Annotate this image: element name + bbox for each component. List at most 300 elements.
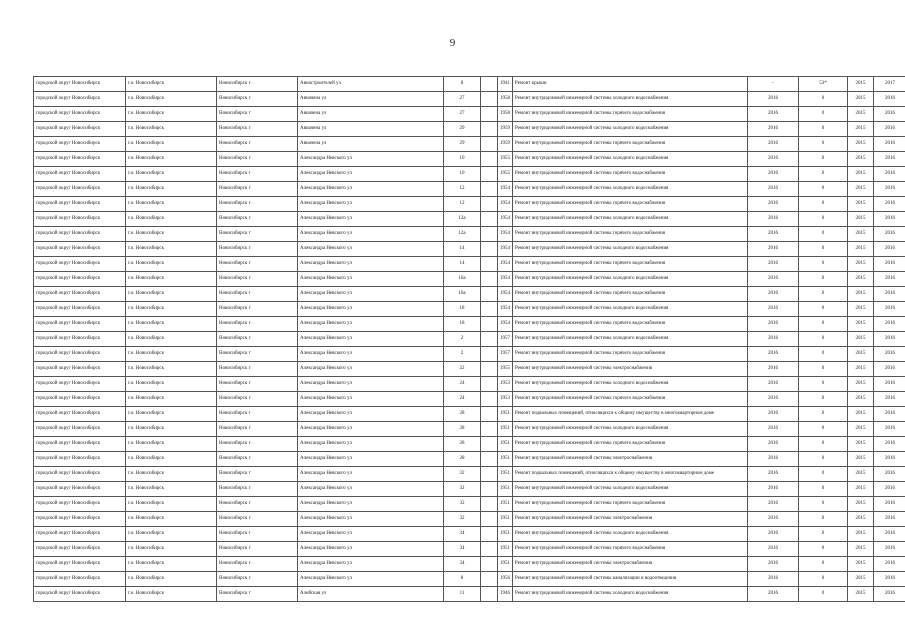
- cell-building: [481, 587, 498, 602]
- cell-plan-year: 2016: [748, 362, 799, 377]
- cell-year-to: 2016: [874, 122, 905, 137]
- cell-city: Новосибирск г: [217, 137, 298, 152]
- cell-house: 32: [444, 497, 481, 512]
- cell-municipality: городской округ Новосибирск: [34, 272, 126, 287]
- cell-plan-year: 2016: [748, 212, 799, 227]
- repair-schedule-table: [33, 76, 905, 602]
- cell-street: Александра Невского ул: [298, 152, 444, 167]
- cell-house: 28: [444, 437, 481, 452]
- table-row: [34, 107, 905, 122]
- cell-building: [481, 212, 498, 227]
- cell-year-to: 2016: [874, 437, 905, 452]
- cell-plan-year: 2016: [748, 452, 799, 467]
- cell-street: Александра Невского ул: [298, 557, 444, 572]
- cell-year-from: 2015: [848, 362, 874, 377]
- cell-value: 0: [799, 392, 848, 407]
- cell-street: Александра Невского ул: [298, 317, 444, 332]
- table-row: [34, 482, 905, 497]
- cell-street: Александра Невского ул: [298, 527, 444, 542]
- cell-value: 0: [799, 182, 848, 197]
- cell-year-to: 2016: [874, 302, 905, 317]
- cell-year: 1955: [498, 152, 513, 167]
- cell-locality: г.о. Новосибирск: [126, 512, 217, 527]
- cell-year-from: 2015: [848, 587, 874, 602]
- cell-value: 0: [799, 242, 848, 257]
- cell-plan-year: 2016: [748, 542, 799, 557]
- cell-year-to: 2016: [874, 452, 905, 467]
- cell-building: [481, 152, 498, 167]
- table-row: [34, 272, 905, 287]
- cell-house: 32: [444, 482, 481, 497]
- cell-value: 0: [799, 572, 848, 587]
- cell-locality: г.о. Новосибирск: [126, 272, 217, 287]
- cell-house: 12а: [444, 212, 481, 227]
- cell-municipality: городской округ Новосибирск: [34, 167, 126, 182]
- cell-year-to: 2016: [874, 497, 905, 512]
- cell-plan-year: 2016: [748, 407, 799, 422]
- cell-work-type: Ремонт внутридомовой инженерной системы холодного водоснабжения: [513, 152, 748, 167]
- cell-city: Новосибирск г: [217, 527, 298, 542]
- cell-year-to: 2016: [874, 242, 905, 257]
- cell-city: Новосибирск г: [217, 182, 298, 197]
- cell-house: 29: [444, 122, 481, 137]
- cell-plan-year: 2016: [748, 332, 799, 347]
- cell-building: [481, 452, 498, 467]
- cell-city: Новосибирск г: [217, 392, 298, 407]
- cell-street: Александра Невского ул: [298, 332, 444, 347]
- cell-street: Александра Невского ул: [298, 377, 444, 392]
- cell-year-to: 2016: [874, 167, 905, 182]
- cell-city: Новосибирск г: [217, 407, 298, 422]
- cell-city: Новосибирск г: [217, 107, 298, 122]
- cell-year: 1953: [498, 392, 513, 407]
- cell-street: Алейская ул: [298, 587, 444, 602]
- cell-year-to: 2016: [874, 347, 905, 362]
- table-row: [34, 212, 905, 227]
- cell-year-to: 2016: [874, 557, 905, 572]
- cell-street: Авиачена ул: [298, 137, 444, 152]
- cell-street: Александра Невского ул: [298, 422, 444, 437]
- cell-city: Новосибирск г: [217, 272, 298, 287]
- cell-work-type: Ремонт внутридомовой инженерной системы горячего водоснабжения: [513, 497, 748, 512]
- cell-municipality: городской округ Новосибирск: [34, 317, 126, 332]
- cell-building: [481, 362, 498, 377]
- cell-year: 1951: [498, 467, 513, 482]
- cell-year: 1946: [498, 587, 513, 602]
- cell-year: 1951: [498, 437, 513, 452]
- cell-year-from: 2015: [848, 302, 874, 317]
- cell-building: [481, 437, 498, 452]
- cell-year: 1951: [498, 557, 513, 572]
- cell-work-type: Ремонт внутридомовой инженерной системы холодного водоснабжения: [513, 212, 748, 227]
- cell-year: 1951: [498, 407, 513, 422]
- cell-year-from: 2015: [848, 527, 874, 542]
- cell-plan-year: 2016: [748, 482, 799, 497]
- cell-work-type: Ремонт внутридомовой инженерной системы горячего водоснабжения: [513, 287, 748, 302]
- cell-year: 1954: [498, 302, 513, 317]
- table-row: [34, 197, 905, 212]
- cell-plan-year: 2016: [748, 167, 799, 182]
- cell-plan-year: 2016: [748, 227, 799, 242]
- cell-locality: г.о. Новосибирск: [126, 122, 217, 137]
- cell-house: 2: [444, 332, 481, 347]
- cell-year: 1955: [498, 167, 513, 182]
- cell-municipality: городской округ Новосибирск: [34, 452, 126, 467]
- cell-street: Александра Невского ул: [298, 242, 444, 257]
- cell-work-type: Ремонт внутридомовой инженерной системы холодного водоснабжения: [513, 587, 748, 602]
- table-row: [34, 467, 905, 482]
- cell-work-type: Ремонт внутридомовой инженерной системы электроснабжения: [513, 512, 748, 527]
- cell-house: 16а: [444, 272, 481, 287]
- table-body: [34, 77, 905, 602]
- cell-plan-year: 2016: [748, 152, 799, 167]
- cell-year: 1954: [498, 242, 513, 257]
- cell-year: 1951: [498, 482, 513, 497]
- cell-work-type: Ремонт внутридомовой инженерной системы холодного водоснабжения: [513, 92, 748, 107]
- cell-year-from: 2015: [848, 197, 874, 212]
- cell-plan-year: 2016: [748, 572, 799, 587]
- table-row: [34, 422, 905, 437]
- cell-year-to: 2016: [874, 332, 905, 347]
- cell-value: 0: [799, 257, 848, 272]
- cell-street: Александра Невского ул: [298, 572, 444, 587]
- cell-house: 24: [444, 377, 481, 392]
- cell-building: [481, 527, 498, 542]
- cell-year-from: 2015: [848, 332, 874, 347]
- cell-city: Новосибирск г: [217, 227, 298, 242]
- cell-street: Авиачена ул: [298, 92, 444, 107]
- cell-year: 1959: [498, 122, 513, 137]
- cell-municipality: городской округ Новосибирск: [34, 302, 126, 317]
- cell-building: [481, 182, 498, 197]
- cell-city: Новосибирск г: [217, 377, 298, 392]
- cell-municipality: городской округ Новосибирск: [34, 77, 126, 92]
- cell-street: Александра Невского ул: [298, 287, 444, 302]
- cell-building: [481, 317, 498, 332]
- cell-municipality: городской округ Новосибирск: [34, 362, 126, 377]
- cell-building: [481, 107, 498, 122]
- cell-locality: г.о. Новосибирск: [126, 77, 217, 92]
- cell-value: 0: [799, 482, 848, 497]
- cell-plan-year: 2016: [748, 377, 799, 392]
- cell-city: Новосибирск г: [217, 422, 298, 437]
- cell-year-from: 2015: [848, 572, 874, 587]
- cell-value: 0: [799, 407, 848, 422]
- cell-locality: г.о. Новосибирск: [126, 137, 217, 152]
- cell-house: 22: [444, 362, 481, 377]
- cell-plan-year: 2016: [748, 512, 799, 527]
- cell-year: 1956: [498, 572, 513, 587]
- cell-value: 0: [799, 302, 848, 317]
- cell-municipality: городской округ Новосибирск: [34, 542, 126, 557]
- cell-work-type: Ремонт внутридомовой инженерной системы горячего водоснабжения: [513, 542, 748, 557]
- cell-year: 1954: [498, 227, 513, 242]
- table-row: [34, 302, 905, 317]
- cell-municipality: городской округ Новосибирск: [34, 92, 126, 107]
- cell-building: [481, 242, 498, 257]
- cell-house: 34: [444, 527, 481, 542]
- table-row: [34, 437, 905, 452]
- cell-year: 1951: [498, 542, 513, 557]
- cell-value: 0: [799, 332, 848, 347]
- cell-work-type: Ремонт внутридомовой инженерной системы холодного водоснабжения: [513, 122, 748, 137]
- cell-plan-year: 2016: [748, 422, 799, 437]
- cell-year-to: 2016: [874, 362, 905, 377]
- cell-street: Александра Невского ул: [298, 482, 444, 497]
- cell-value: 0: [799, 152, 848, 167]
- cell-municipality: городской округ Новосибирск: [34, 287, 126, 302]
- cell-year: 1951: [498, 512, 513, 527]
- cell-building: [481, 332, 498, 347]
- cell-year-from: 2015: [848, 122, 874, 137]
- cell-year-from: 2015: [848, 287, 874, 302]
- cell-municipality: городской округ Новосибирск: [34, 587, 126, 602]
- cell-year-from: 2015: [848, 182, 874, 197]
- cell-house: 34: [444, 557, 481, 572]
- cell-building: [481, 572, 498, 587]
- cell-building: [481, 497, 498, 512]
- cell-locality: г.о. Новосибирск: [126, 497, 217, 512]
- table-row: [34, 392, 905, 407]
- cell-year: 1954: [498, 272, 513, 287]
- cell-work-type: Ремонт внутридомовой инженерной системы горячего водоснабжения: [513, 392, 748, 407]
- cell-year: 1954: [498, 182, 513, 197]
- cell-value: 0: [799, 287, 848, 302]
- table-row: [34, 512, 905, 527]
- cell-plan-year: 2016: [748, 287, 799, 302]
- cell-value: 0: [799, 197, 848, 212]
- cell-building: [481, 557, 498, 572]
- cell-city: Новосибирск г: [217, 122, 298, 137]
- cell-year-to: 2016: [874, 152, 905, 167]
- cell-work-type: Ремонт внутридомовой инженерной системы холодного водоснабжения: [513, 182, 748, 197]
- cell-house: 18: [444, 302, 481, 317]
- cell-year-to: 2016: [874, 587, 905, 602]
- cell-city: Новосибирск г: [217, 482, 298, 497]
- cell-building: [481, 467, 498, 482]
- cell-house: 28: [444, 407, 481, 422]
- cell-locality: г.о. Новосибирск: [126, 347, 217, 362]
- cell-municipality: городской округ Новосибирск: [34, 422, 126, 437]
- cell-work-type: Ремонт внутридомовой инженерной системы горячего водоснабжения: [513, 167, 748, 182]
- cell-value: 0: [799, 122, 848, 137]
- cell-year: 1959: [498, 137, 513, 152]
- cell-locality: г.о. Новосибирск: [126, 407, 217, 422]
- table-row: [34, 527, 905, 542]
- cell-house: 32: [444, 467, 481, 482]
- cell-street: Авиачена ул: [298, 107, 444, 122]
- cell-municipality: городской округ Новосибирск: [34, 332, 126, 347]
- cell-plan-year: 2016: [748, 497, 799, 512]
- cell-locality: г.о. Новосибирск: [126, 167, 217, 182]
- cell-building: [481, 197, 498, 212]
- cell-year-from: 2015: [848, 227, 874, 242]
- cell-year-to: 2017: [874, 77, 905, 92]
- cell-house: 32: [444, 512, 481, 527]
- cell-house: 12: [444, 197, 481, 212]
- cell-work-type: Ремонт внутридомовой инженерной системы горячего водоснабжения: [513, 317, 748, 332]
- cell-plan-year: -: [748, 77, 799, 92]
- cell-municipality: городской округ Новосибирск: [34, 377, 126, 392]
- table-row: [34, 572, 905, 587]
- cell-street: Александра Невского ул: [298, 167, 444, 182]
- cell-city: Новосибирск г: [217, 587, 298, 602]
- cell-year-from: 2015: [848, 77, 874, 92]
- table-row: [34, 242, 905, 257]
- cell-year-from: 2015: [848, 167, 874, 182]
- cell-plan-year: 2016: [748, 122, 799, 137]
- cell-year-from: 2015: [848, 107, 874, 122]
- cell-street: Александра Невского ул: [298, 272, 444, 287]
- cell-house: 11: [444, 587, 481, 602]
- cell-city: Новосибирск г: [217, 542, 298, 557]
- cell-plan-year: 2016: [748, 347, 799, 362]
- cell-municipality: городской округ Новосибирск: [34, 557, 126, 572]
- cell-building: [481, 347, 498, 362]
- cell-municipality: городской округ Новосибирск: [34, 137, 126, 152]
- cell-plan-year: 2016: [748, 272, 799, 287]
- cell-value: 0: [799, 437, 848, 452]
- cell-municipality: городской округ Новосибирск: [34, 467, 126, 482]
- cell-year-from: 2015: [848, 317, 874, 332]
- cell-work-type: Ремонт подвальных помещений, относящихся к общему имуществу в многоквартирном доме: [513, 467, 748, 482]
- cell-locality: г.о. Новосибирск: [126, 392, 217, 407]
- cell-year-from: 2015: [848, 512, 874, 527]
- cell-value: 0: [799, 512, 848, 527]
- cell-year-to: 2016: [874, 467, 905, 482]
- cell-house: 12: [444, 182, 481, 197]
- cell-locality: г.о. Новосибирск: [126, 227, 217, 242]
- cell-house: 34: [444, 542, 481, 557]
- cell-street: Авиастроителей ул: [298, 77, 444, 92]
- cell-street: Александра Невского ул: [298, 212, 444, 227]
- table-row: [34, 227, 905, 242]
- cell-year-to: 2016: [874, 482, 905, 497]
- cell-city: Новосибирск г: [217, 167, 298, 182]
- cell-street: Александра Невского ул: [298, 512, 444, 527]
- cell-year: 1955: [498, 362, 513, 377]
- cell-value: 0: [799, 317, 848, 332]
- cell-plan-year: 2016: [748, 317, 799, 332]
- cell-house: 8: [444, 572, 481, 587]
- cell-year-to: 2016: [874, 137, 905, 152]
- cell-building: [481, 512, 498, 527]
- cell-city: Новосибирск г: [217, 497, 298, 512]
- cell-work-type: Ремонт внутридомовой инженерной системы электроснабжения: [513, 557, 748, 572]
- cell-year-to: 2016: [874, 212, 905, 227]
- cell-plan-year: 2016: [748, 137, 799, 152]
- cell-year-from: 2015: [848, 272, 874, 287]
- cell-year-from: 2015: [848, 137, 874, 152]
- cell-municipality: городской округ Новосибирск: [34, 107, 126, 122]
- cell-municipality: городской округ Новосибирск: [34, 512, 126, 527]
- cell-city: Новосибирск г: [217, 347, 298, 362]
- cell-value: 0: [799, 167, 848, 182]
- cell-locality: г.о. Новосибирск: [126, 107, 217, 122]
- cell-work-type: Ремонт внутридомовой инженерной системы электроснабжения: [513, 362, 748, 377]
- cell-city: Новосибирск г: [217, 287, 298, 302]
- cell-city: Новосибирск г: [217, 257, 298, 272]
- table-row: [34, 407, 905, 422]
- cell-locality: г.о. Новосибирск: [126, 287, 217, 302]
- cell-plan-year: 2016: [748, 92, 799, 107]
- cell-house: 27: [444, 92, 481, 107]
- cell-work-type: Ремонт внутридомовой инженерной системы горячего водоснабжения: [513, 257, 748, 272]
- cell-house: 2: [444, 347, 481, 362]
- cell-work-type: Ремонт внутридомовой инженерной системы холодного водоснабжения: [513, 482, 748, 497]
- cell-building: [481, 392, 498, 407]
- cell-work-type: Ремонт внутридомовой инженерной системы холодного водоснабжения: [513, 422, 748, 437]
- cell-value: 0: [799, 377, 848, 392]
- cell-building: [481, 287, 498, 302]
- cell-locality: г.о. Новосибирск: [126, 557, 217, 572]
- cell-locality: г.о. Новосибирск: [126, 452, 217, 467]
- cell-year-to: 2016: [874, 422, 905, 437]
- cell-city: Новосибирск г: [217, 512, 298, 527]
- cell-value: 0: [799, 227, 848, 242]
- cell-year-from: 2015: [848, 497, 874, 512]
- cell-street: Александра Невского ул: [298, 347, 444, 362]
- cell-house: 14: [444, 257, 481, 272]
- cell-value: 0: [799, 452, 848, 467]
- cell-work-type: Ремонт внутридомовой инженерной системы холодного водоснабжения: [513, 242, 748, 257]
- table-row: [34, 332, 905, 347]
- cell-city: Новосибирск г: [217, 212, 298, 227]
- cell-municipality: городской округ Новосибирск: [34, 212, 126, 227]
- cell-plan-year: 2016: [748, 437, 799, 452]
- cell-value: 0: [799, 212, 848, 227]
- cell-year-to: 2016: [874, 182, 905, 197]
- cell-street: Александра Невского ул: [298, 257, 444, 272]
- cell-city: Новосибирск г: [217, 557, 298, 572]
- cell-municipality: городской округ Новосибирск: [34, 392, 126, 407]
- cell-year-to: 2016: [874, 377, 905, 392]
- cell-city: Новосибирск г: [217, 152, 298, 167]
- cell-plan-year: 2016: [748, 242, 799, 257]
- cell-house: 8: [444, 77, 481, 92]
- cell-value: 0: [799, 362, 848, 377]
- cell-building: [481, 377, 498, 392]
- page-number: 9: [449, 37, 456, 49]
- table-row: [34, 77, 905, 92]
- cell-year-from: 2015: [848, 212, 874, 227]
- cell-value: 0: [799, 542, 848, 557]
- cell-street: Александра Невского ул: [298, 407, 444, 422]
- cell-year-to: 2016: [874, 317, 905, 332]
- cell-value: 0: [799, 557, 848, 572]
- table-row: [34, 287, 905, 302]
- table-row: [34, 152, 905, 167]
- cell-locality: г.о. Новосибирск: [126, 467, 217, 482]
- cell-value: 0: [799, 497, 848, 512]
- cell-locality: г.о. Новосибирск: [126, 182, 217, 197]
- cell-value: 53*: [799, 77, 848, 92]
- table-row: [34, 167, 905, 182]
- cell-locality: г.о. Новосибирск: [126, 422, 217, 437]
- table-row: [34, 317, 905, 332]
- cell-city: Новосибирск г: [217, 242, 298, 257]
- cell-plan-year: 2016: [748, 197, 799, 212]
- cell-year-to: 2016: [874, 287, 905, 302]
- cell-house: 14: [444, 242, 481, 257]
- cell-year-to: 2016: [874, 227, 905, 242]
- cell-year-to: 2016: [874, 272, 905, 287]
- cell-year-to: 2016: [874, 407, 905, 422]
- cell-locality: г.о. Новосибирск: [126, 572, 217, 587]
- cell-year: 1958: [498, 107, 513, 122]
- cell-street: Александра Невского ул: [298, 392, 444, 407]
- table-row: [34, 92, 905, 107]
